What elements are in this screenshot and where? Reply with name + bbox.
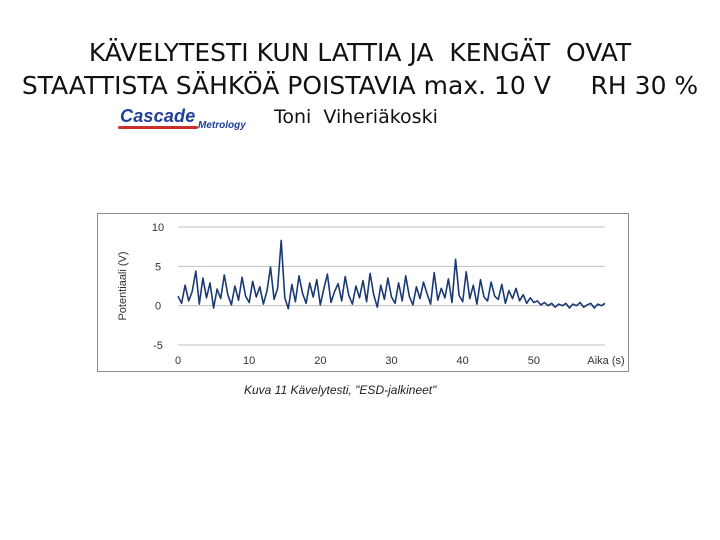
y-tick-labels <box>152 222 164 352</box>
cascade-metrology-logo <box>118 104 258 134</box>
x-tick-label: 30 <box>385 355 398 367</box>
chart-grid <box>178 227 605 345</box>
author-name: Toni Viheriäkoski <box>274 106 438 128</box>
x-tick-labels <box>175 355 540 367</box>
logo-sub-text: Metrology <box>198 120 246 131</box>
figure-caption: Kuva 11 Kävelytesti, "ESD-jalkineet" <box>244 383 437 397</box>
y-tick-label: 5 <box>154 261 162 274</box>
logo-swoosh <box>118 126 198 129</box>
y-axis-label: Potentiaali (V) <box>117 251 129 321</box>
y-tick-label: 0 <box>154 300 162 313</box>
x-tick-label: 20 <box>314 355 327 367</box>
x-tick-label: 0 <box>174 355 182 367</box>
x-tick-label: 50 <box>527 355 540 367</box>
chart-frame <box>97 213 629 372</box>
x-axis-label: Aika (s) <box>587 355 625 367</box>
logo-main-text: Cascade <box>120 106 196 126</box>
title-line-2: STAATTISTA SÄHKÖÄ POISTAVIA max. 10 V RH 30 % <box>21 71 699 100</box>
y-tick-label: 10 <box>151 222 165 234</box>
walking-test-chart <box>98 214 628 371</box>
title-line-1: KÄVELYTESTI KUN LATTIA JA KENGÄT OVAT <box>88 38 632 67</box>
potential-series-line <box>178 240 605 308</box>
y-tick-label: -5 <box>153 340 163 352</box>
x-tick-label: 40 <box>456 355 469 367</box>
x-tick-label: 10 <box>243 355 256 367</box>
slide-title <box>0 36 720 102</box>
